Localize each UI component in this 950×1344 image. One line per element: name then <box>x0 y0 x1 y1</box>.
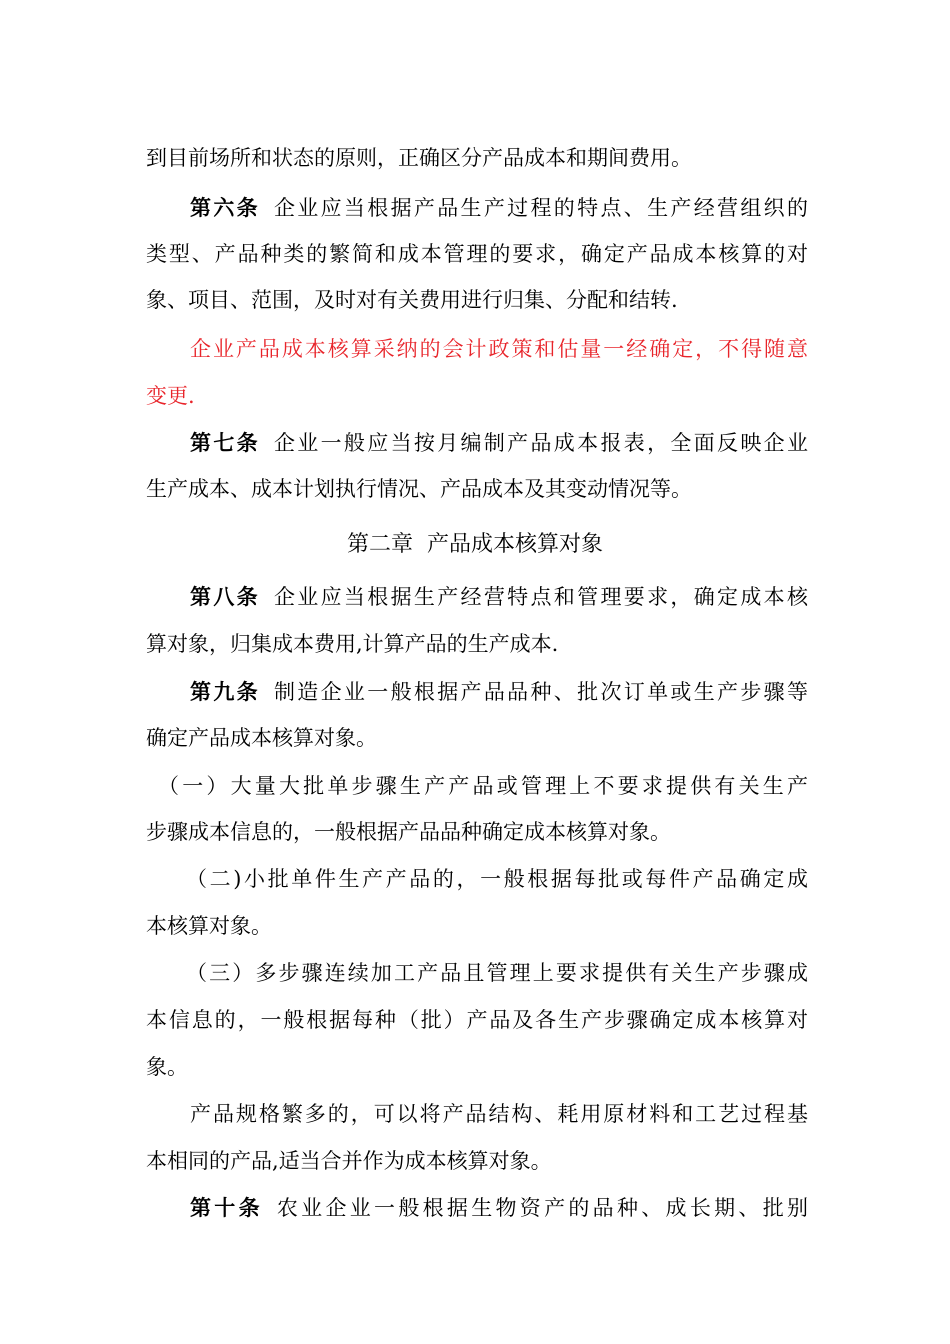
red-paragraph-line: 企业产品成本核算采纳的会计政策和估量一经确定，不得随意 <box>190 337 808 361</box>
article-9-line <box>190 677 808 707</box>
article-9-text: 制造企业一般根据产品品种、批次订单或生产步骤等 <box>273 680 809 704</box>
article-6-label: 第六条 <box>190 196 260 220</box>
item-1-line: （一）大量大批单步骤生产产品或管理上不要求提供有关生产 <box>158 774 808 798</box>
text-line: 象。 <box>146 1055 188 1079</box>
article-8-text: 企业应当根据生产经营特点和管理要求，确定成本核 <box>273 585 809 609</box>
text-line: 生产成本、成本计划执行情况、产品成本及其变动情况等。 <box>146 477 692 501</box>
article-7-label: 第七条 <box>190 431 260 455</box>
chapter-heading <box>0 530 950 560</box>
red-paragraph-line: 变更. <box>146 384 195 408</box>
text-line: 确定产品成本核算对象。 <box>146 726 377 750</box>
article-7-line <box>190 428 808 458</box>
chapter-number: 第二章 <box>346 532 413 557</box>
article-10-text: 农业企业一般根据生物资产的品种、成长期、批别 <box>276 1196 808 1220</box>
article-9-label: 第九条 <box>190 680 260 704</box>
article-10-line <box>190 1193 808 1223</box>
article-8-line <box>190 582 808 612</box>
article-10-label: 第十条 <box>190 1196 263 1220</box>
text-line: 步骤成本信息的，一般根据产品品种确定成本核算对象。 <box>146 820 671 844</box>
paragraph-line: 产品规格繁多的，可以将产品结构、耗用原材料和工艺过程基 <box>190 1102 808 1126</box>
text-line: 本信息的，一般根据每种（批）产品及各生产步骤确定成本核算对 <box>146 1008 808 1032</box>
article-6-text: 企业应当根据产品生产过程的特点、生产经营组织的 <box>273 196 809 220</box>
chapter-title: 产品成本核算对象 <box>427 532 604 557</box>
article-8-label: 第八条 <box>190 585 260 609</box>
article-6-line <box>190 193 808 223</box>
article-7-text: 企业一般应当按月编制产品成本报表，全面反映企业 <box>273 431 809 455</box>
text-line: 象、项目、范围，及时对有关费用进行归集、分配和结转. <box>146 288 678 312</box>
text-line: 本相同的产品,适当合并作为成本核算对象。 <box>146 1149 552 1173</box>
text-line: 到目前场所和状态的原则，正确区分产品成本和期间费用。 <box>146 146 692 170</box>
text-line: 本核算对象。 <box>146 914 272 938</box>
text-line: 类型、产品种类的繁简和成本管理的要求，确定产品成本核算的对 <box>146 242 808 266</box>
item-3-line: （三）多步骤连续加工产品且管理上要求提供有关生产步骤成 <box>186 961 808 985</box>
text-line: 算对象，归集成本费用,计算产品的生产成本. <box>146 632 559 656</box>
item-2-line: （二)小批单件生产产品的，一般根据每批或每件产品确定成 <box>186 867 808 891</box>
